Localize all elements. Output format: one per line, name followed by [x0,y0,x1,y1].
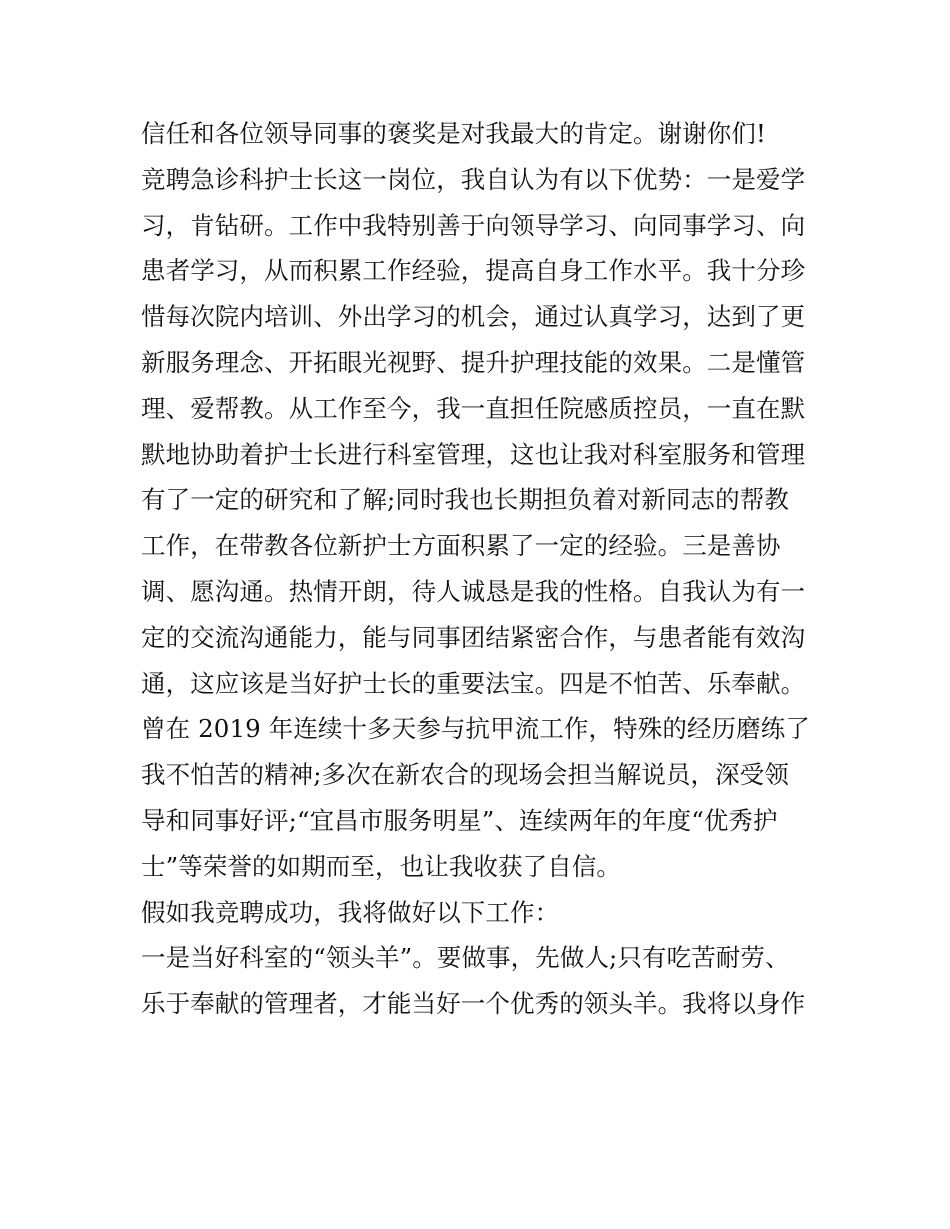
text-line-17: 士”等荣誉的如期而至，也让我收获了自信。 [141,851,622,881]
text-line-12: 定的交流沟通能力，能与同事团结紧密合作，与患者能有效沟 [141,622,806,652]
document-body [141,111,821,1027]
text-line-1: 信任和各位领导同事的褒奖是对我最大的肯定。谢谢你们! [141,119,766,148]
text-line-4: 患者学习，从而积累工作经验，提高自身工作水平。我十分珍 [141,256,806,286]
text-line-5: 惜每次院内培训、外出学习的机会，通过认真学习，达到了更 [141,302,806,332]
text-line-2: 竞聘急诊科护士长这一岗位，我自认为有以下优势：一是爱学 [141,164,806,194]
text-line-8: 默地协助着护士长进行科室管理，这也让我对科室服务和管理 [141,439,806,469]
text-line-6: 新服务理念、开拓眼光视野、提升护理技能的效果。二是懂管 [141,347,806,377]
text-line-15: 我不怕苦的精神;多次在新农合的现场会担当解说员，深受领 [141,760,789,790]
text-line-9: 有了一定的研究和了解;同时我也长期担负着对新同志的帮教 [141,485,789,515]
text-line-11: 调、愿沟通。热情开朗，待人诚恳是我的性格。自我认为有一 [141,576,806,606]
text-line-19: 一是当好科室的“领头羊”。要做事，先做人;只有吃苦耐劳、 [141,943,790,973]
text-line-14: 曾在 2019 年连续十多天参与抗甲流工作，特殊的经历磨练了 [141,714,810,744]
text-line-16: 导和同事好评;“宜昌市服务明星”、连续两年的年度“优秀护 [141,805,778,835]
text-line-18: 假如我竞聘成功，我将做好以下工作： [141,897,560,927]
text-line-13: 通，这应该是当好护士长的重要法宝。四是不怕苦、乐奉献。 [141,668,806,698]
text-line-20: 乐于奉献的管理者，才能当好一个优秀的领头羊。我将以身作 [141,989,806,1019]
text-line-10: 工作，在带教各位新护士方面积累了一定的经验。三是善协 [141,531,781,561]
text-line-3: 习，肯钻研。工作中我特别善于向领导学习、向同事学习、向 [141,210,806,240]
text-line-7: 理、爱帮教。从工作至今，我一直担任院感质控员，一直在默 [141,393,806,423]
